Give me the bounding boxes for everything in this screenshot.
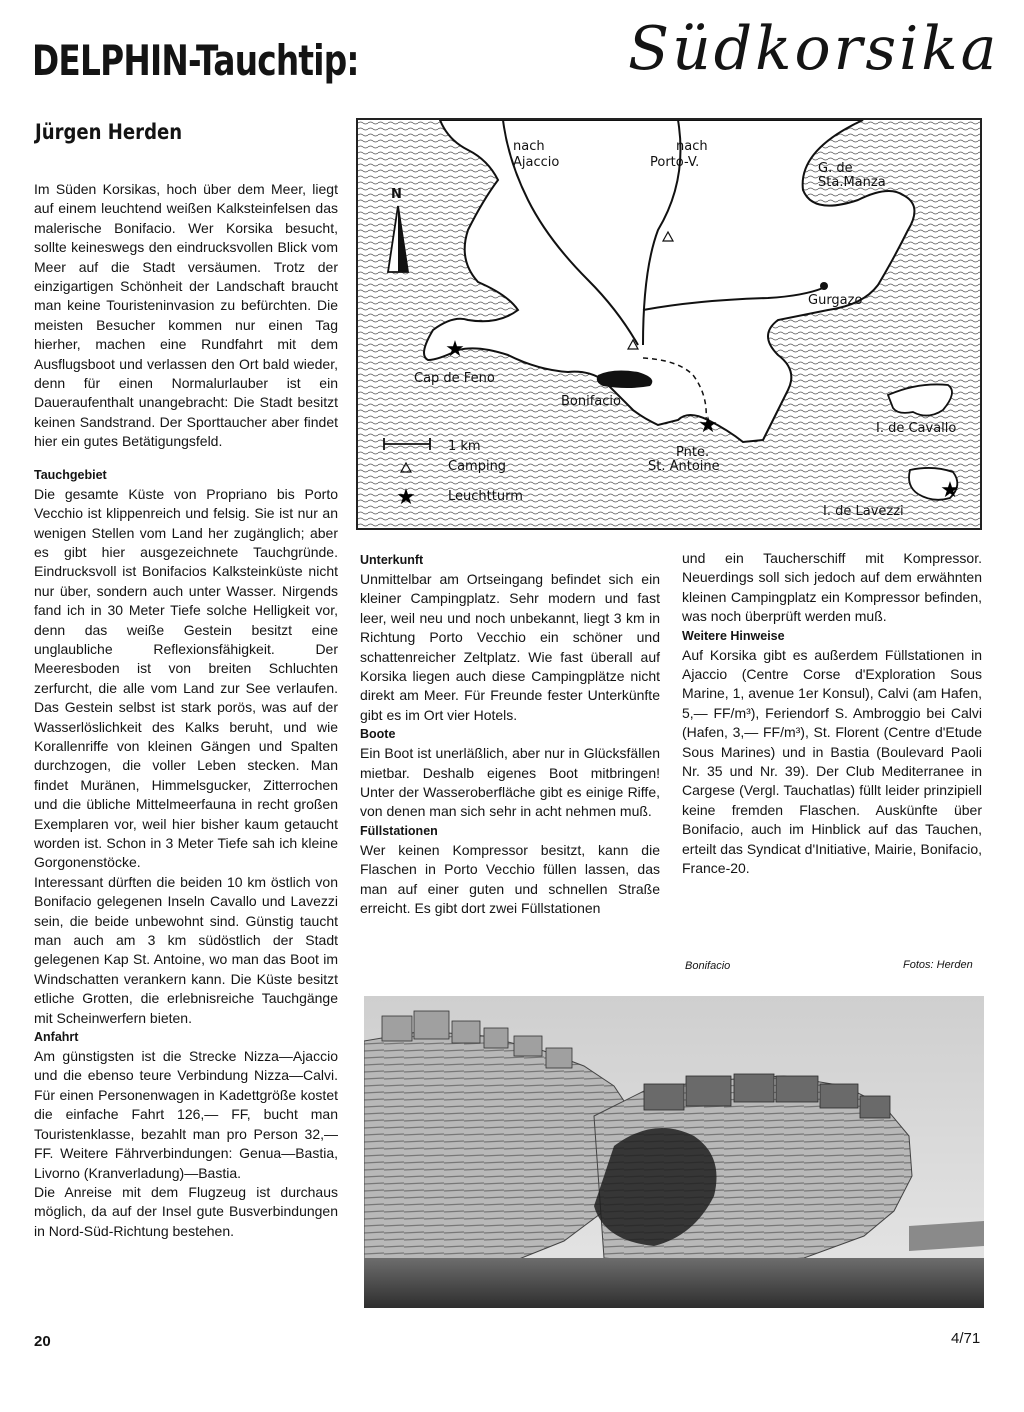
article-headline: DELPHIN-Tauchtip: (32, 36, 359, 85)
column-left (34, 180, 338, 1241)
legend-leuchtturm-label: Leuchtturm (448, 489, 523, 504)
anfahrt-paragraph-1: Am günstigsten ist die Strecke Nizza—Ajaccio und die ebenso teure Verbindung Nizza—Calvi. Für einen Personenwagen in Kadettgröße kostet die einfache Fahrt 126,— FF, bucht man Touristenklasse, bezahlt man pro Person 32,— FF. Weitere Fährverbindungen: Genua—Bastia, Livorno (Kranverladung)—Bastia. (34, 1048, 338, 1181)
column-middle (360, 551, 660, 919)
fuellstationen-paragraph-1: Wer keinen Kompressor besitzt, kann die Flaschen in Porto Vecchio füllen lassen, das man auf einer guten und schnellen Straße erreicht. Es gibt dort zwei Füllstationen (360, 841, 660, 917)
hinweise-paragraph: Auf Korsika gibt es außerdem Füllstationen in Ajaccio (Centre Corse d'Exploration Sous Marine, 1, avenue 1er Konsul), Calvi (am Hafen, 5,— FF/m³), Feriendorf S. Ambroggio bei Calvi (Hafen, 3,— FF/m³), St. Florent (Centre d'Etude Sous Marines) und in Bastia (Boulevard Paoli Nr. 35 und Nr. 39). Der Club Mediterranee in Cargese (Vergl. Tauchatlas) füllt leider prinzipiell keine fremden Flaschen. Auskünfte über Bonifacio, auch im Hinblick auf das Tauchen, erteilt das Syndicat d'Initiative, Mairie, Bonifacio, France-20. (682, 646, 982, 877)
label-nach-1: nach (513, 139, 545, 154)
label-golfe-2: Sta.Manza (818, 175, 886, 190)
map-svg (358, 120, 980, 528)
sea (364, 1258, 984, 1308)
label-nach-2: nach (676, 139, 708, 154)
lighthouse-marker-feno: ★ (445, 336, 465, 361)
label-porto: Porto-V. (650, 155, 700, 170)
label-scale: 1 km (448, 439, 481, 454)
section-heading-boote: Boote (360, 727, 396, 742)
boote-paragraph: Ein Boot ist unerläßlich, aber nur in Glücksfällen mietbar. Deshalb eigenes Boot mitbringen! Unter der Wasseroberfläche gibt es einige Riffe, von denen man sich sehr in acht nehmen muß. (360, 745, 660, 820)
photo-svg (364, 996, 984, 1308)
page-number: 20 (34, 1333, 51, 1350)
section-heading-fuellstationen: Füllstationen (360, 823, 438, 838)
label-cavallo: I. de Cavallo (876, 421, 957, 436)
map-figure (356, 118, 982, 530)
photo-caption: Bonifacio (685, 960, 731, 972)
far-coast (909, 1221, 984, 1251)
section-heading-unterkunft: Unterkunft (360, 553, 424, 567)
anfahrt-paragraph-2: Die Anreise mit dem Flugzeug ist durchaus möglich, da auf der Insel gute Busverbindungen in Nord-Süd-Richtung bestehen. (34, 1183, 338, 1239)
legend-lighthouse-icon: ★ (396, 484, 416, 509)
lighthouse-marker-antoine: ★ (698, 412, 718, 437)
photo-credit: Fotos: Herden (903, 959, 973, 971)
label-golfe-1: G. de (818, 161, 853, 176)
legend-camping-label: Camping (448, 459, 507, 474)
label-st-antoine: St. Antoine (648, 459, 720, 474)
column-right (682, 549, 982, 879)
issue-number: 4/71 (951, 1330, 981, 1347)
label-pnte: Pnte. (676, 445, 710, 460)
section-heading-tauchgebiet: Tauchgebiet (34, 467, 107, 482)
section-heading-anfahrt: Anfahrt (34, 1030, 79, 1045)
label-ajaccio: Ajaccio (513, 155, 560, 170)
tauchgebiet-paragraph-2: Interessant dürften die beiden 10 km östlich von Bonifacio gelegenen Inseln Cavallo und Lavezzi sein, die beide unbewohnt sind. Günstig taucht man auch am 3 km südöstlich der Stadt gelegenen Kap St. Antoine, wo man das Boot im Windschatten verankern kann. Die Küste besitzt etliche Grotten, die erlebnisreiche Tauchgänge mit Scheinwerfern bieten. (34, 873, 338, 1026)
gurgazo-dot (820, 282, 828, 290)
region-title: Südkorsika (628, 14, 1000, 84)
label-bonifacio: Bonifacio (561, 394, 621, 409)
label-cap-de-feno: Cap de Feno (414, 371, 495, 386)
author-name: Jürgen Herden (35, 120, 183, 144)
intro-paragraph: Im Süden Korsikas, hoch über dem Meer, liegt auf einem leuchtend weißen Kalksteinfelsen das malerische Bonifacio. Wer Korsika besucht, sollte keineswegs den eindrucksvollen Blick vom Meer auf die Stadt versäumen. Trotz der einzigartigen Schönheit der Landschaft braucht man keine Touristeninvasion zu befürchten. Die meisten Besucher kommen nur einen Tag hierher, machen eine Rundfahrt mit dem Ausflugsboot und verlassen den Ort bald wieder, denn für einen Normalurlauber ist ein Daueraufenthalt unangebracht: Die Stadt besitzt keinen Sandstrand. Der Sporttaucher aber findet hier ein gutes Betätigungsfeld. (34, 181, 338, 450)
label-gurgazo: Gurgazo (808, 293, 863, 308)
section-heading-hinweise: Weitere Hinweise (682, 628, 785, 643)
unterkunft-paragraph: Unmittelbar am Ortseingang befindet sich ein kleiner Campingplatz. Sehr modern und fast leer, weil neu und noch unbekannt, liegt 3 km in Richtung Porto Vecchio ein schöner und schattenreicher Zeltplatz. Wie fast überall auf Korsika liegen auch diese Campingplätze nicht direkt am Meer. Für Freunde fester Unterkünfte gibt es im Ort vier Hotels. (360, 571, 660, 723)
bonifacio-photo (364, 996, 984, 1308)
label-lavezzi: I. de Lavezzi (823, 504, 904, 519)
fuellstationen-paragraph-2: und ein Taucherschiff mit Kompressor. Neuerdings soll sich jedoch auf dem erwähnten kleinen Campingplatz ein Kompressor befinden, was noch überprüft werden muß. (682, 550, 982, 625)
north-label: N (391, 187, 402, 202)
tauchgebiet-paragraph-1: Die gesamte Küste von Propriano bis Porto Vecchio ist klippenreich und felsig. Sie ist nur an wenigen Stellen vom Land her zugänglich; aber es gibt hier ausgezeichnete Tauchgründe. Eindrucksvoll ist Bonifacios Kalksteinküste nicht nur über, sondern auch unter Wasser. Nirgends fand ich in 30 Meter Tiefe solche Helligkeit vor, denn das weiße Gestein besitzt eine unglaubliche Reflexionsfähigkeit. Der Meeresboden ist von breiten Schluchten zerfurcht, die alle vom Land zur See verlaufen. Das Gestein selbst ist stark porös, was auf der Wasserlöslichkeit des Kalks beruht, und wie Korallenriffe von kleinen Gängen und Spalten durchzogen, die voller Leben stecken. Man findet Muränen, Himmelsgucker, Zitterrochen und die übliche Mittelmeerfauna in recht großen Exemplaren vor, weil hier bisher kaum getaucht worden ist. Schon in 3 Meter Tiefe sah ich kleine Gorgonenstöcke. (34, 485, 338, 871)
lighthouse-marker-lavezzi: ★ (940, 477, 960, 502)
